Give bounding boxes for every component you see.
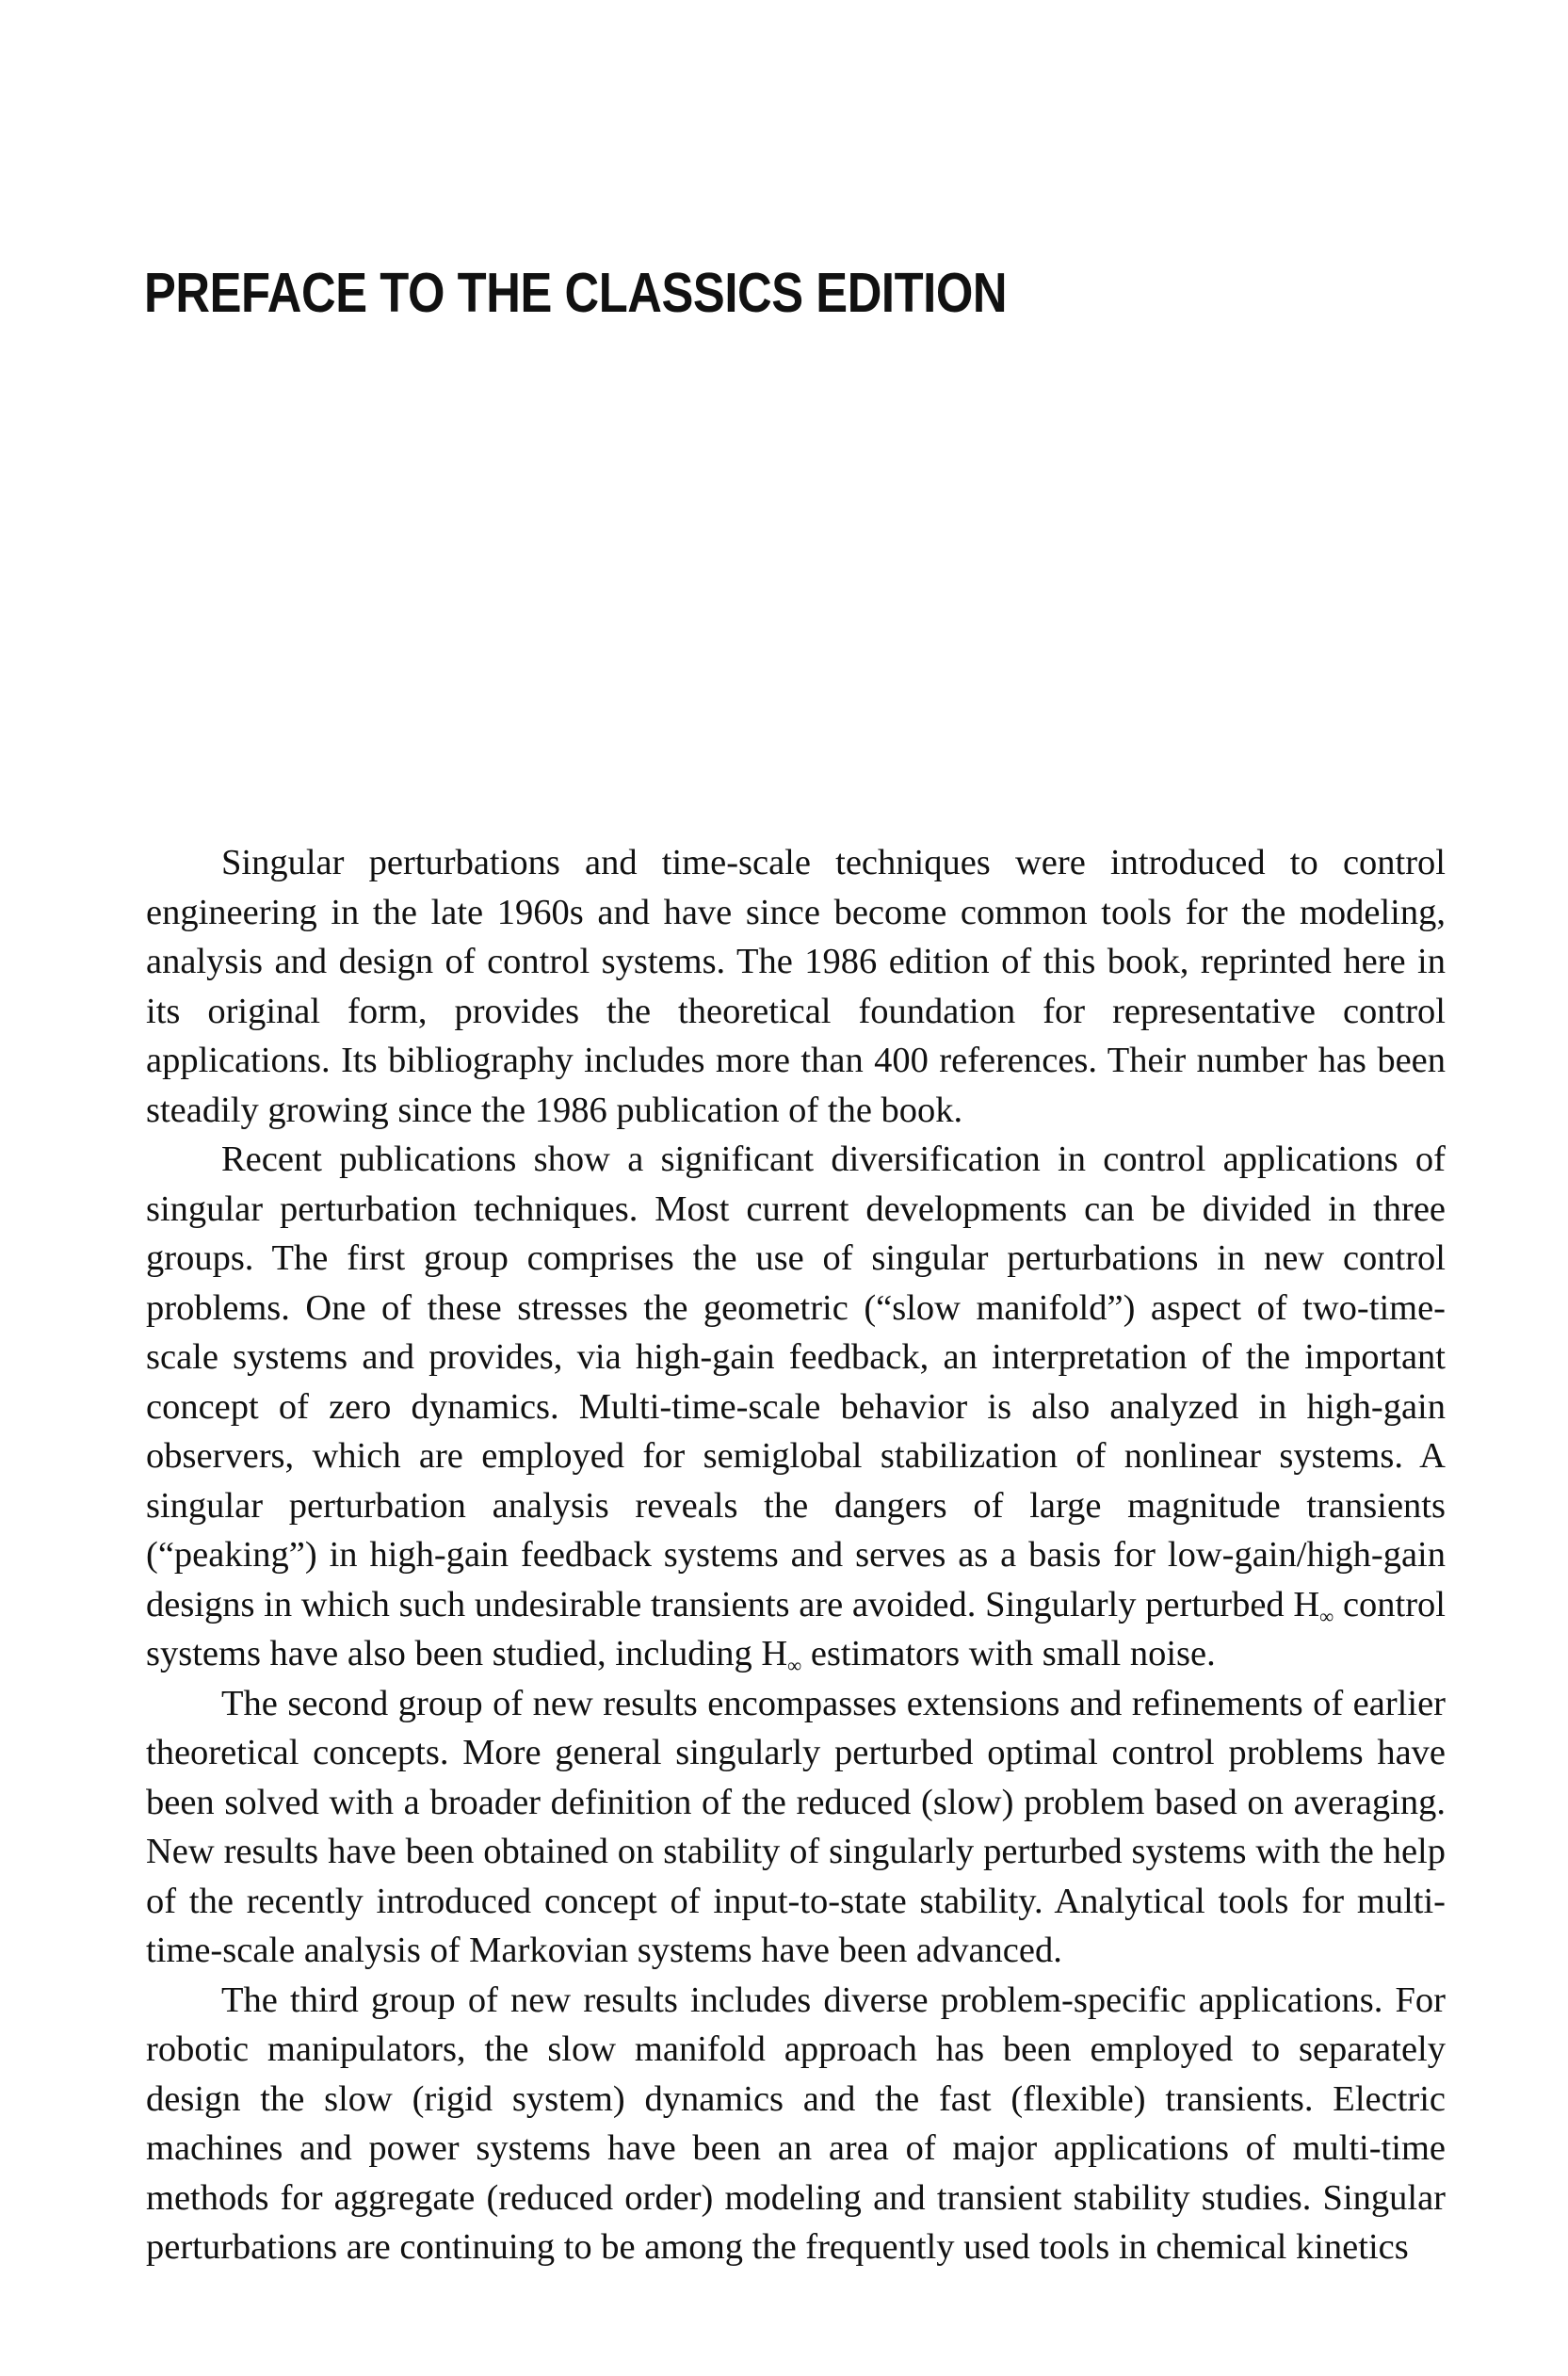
preface-body <box>146 838 1446 2272</box>
paragraph-2-text-c: estimators with small noise. <box>801 1634 1216 1673</box>
paragraph-2-text-a: Recent publications show a significant diversification in control applications of singular perturbation techniques. Most current developments can be divided in three groups. The first group comprises the use of singular perturbations in new control problems. One of these stresses the geometric (“slow manifold”) aspect of two-time-scale systems and provides, via high-gain feedback, an interpretation of the important concept of zero dynamics. Multi-time-scale behavior is also analyzed in high-gain observers, which are employed for semiglobal stabilization of nonlinear systems. A singular perturbation analysis reveals the dangers of large magnitude transients (“peaking”) in high-gain feedback systems and serves as a basis for low-gain/high-gain designs in which such undesirable transients are avoided. Singularly perturbed H <box>146 1140 1446 1624</box>
page-heading: PREFACE TO THE CLASSICS EDITION <box>144 262 1008 324</box>
paragraph-4: The third group of new results includes diverse problem-specific applications. For robotic manipulators, the slow manifold approach has been employed to separately design the slow (rigid system) dynamics and the fast (flexible) transients. Electric machines and power systems have been an area of major applications of multi-time methods for aggregate (reduced order) modeling and transient stability studies. Singular perturbations are continuing to be among the frequently used tools in chemical kinetics <box>146 1980 1446 2267</box>
paragraph-3: The second group of new results encompasses extensions and refinements of earlier theoretical concepts. More general singularly perturbed optimal control problems have been solved with a broader definition of the reduced (slow) problem based on averaging. New results have been obtained on stability of singularly perturbed systems with the help of the recently introduced concept of input-to-state stability. Analytical tools for multi-time-scale analysis of Markovian systems have been advanced. <box>146 1683 1446 1970</box>
paragraph-2-text-b: control systems have also been studied, including H <box>146 1584 1446 1673</box>
infinity-subscript: ∞ <box>1319 1604 1334 1627</box>
paragraph-2 <box>146 1135 1446 1679</box>
paragraph-1: Singular perturbations and time-scale techniques were introduced to control engineering in the late 1960s and have since become common tools for the modeling, analysis and design of control systems. The 1986 edition of this book, reprinted here in its original form, provides the theoretical foundation for representative control applications. Its bibliography includes more than 400 references. Their number has been steadily growing since the 1986 publication of the book. <box>146 843 1446 1130</box>
infinity-subscript: ∞ <box>787 1654 802 1677</box>
